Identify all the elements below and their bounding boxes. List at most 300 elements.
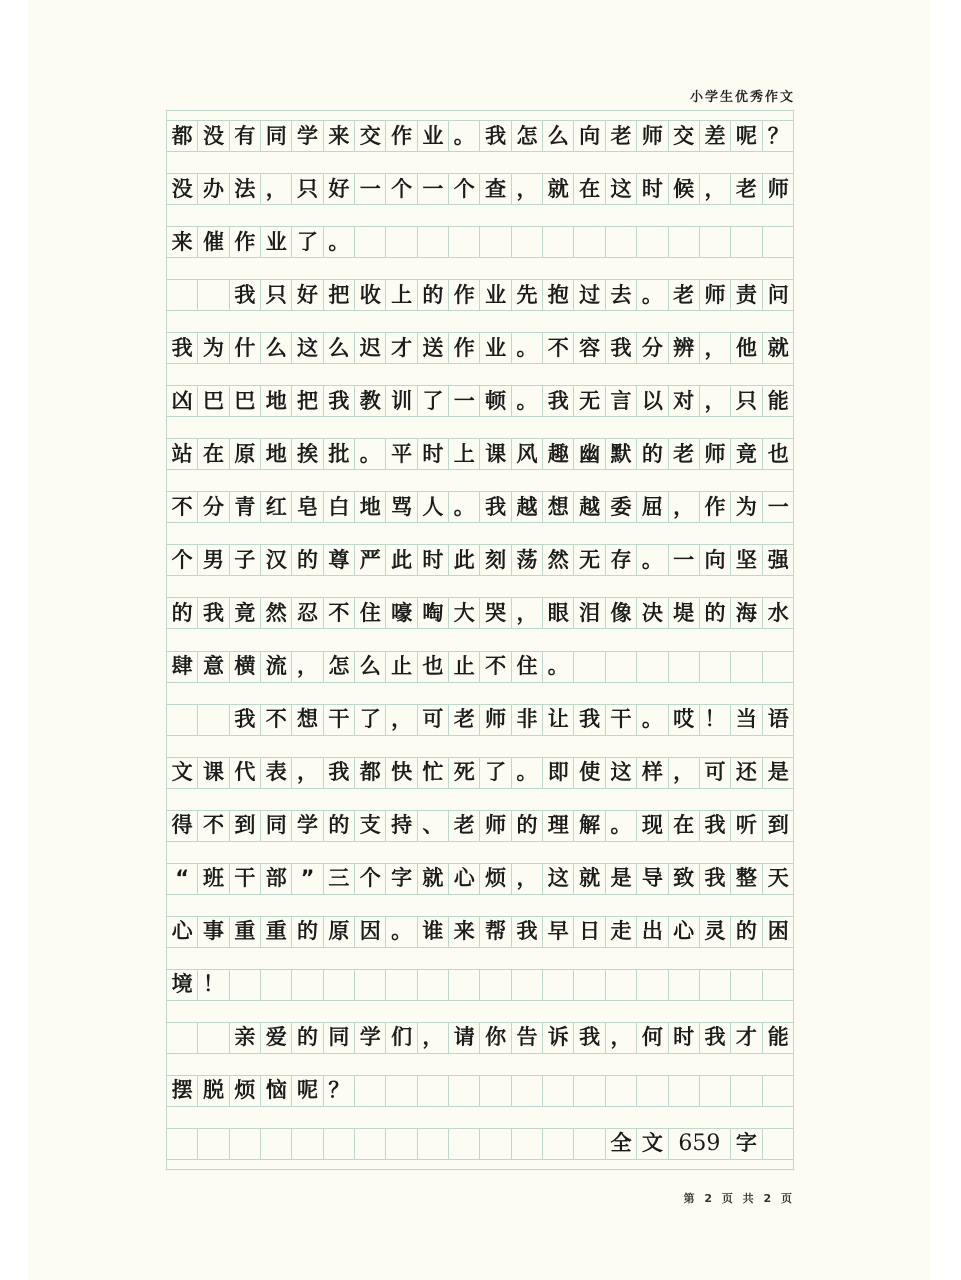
- grid-cell: 白: [324, 492, 355, 522]
- grid-cell: 三: [324, 864, 355, 894]
- grid-cell: 来: [449, 917, 480, 947]
- grid-cell: [731, 1076, 762, 1106]
- grid-cell: 师: [767, 176, 789, 201]
- grid-cell: [167, 705, 198, 735]
- grid-cell: 哎: [669, 705, 700, 735]
- grid-cell: 就: [418, 864, 449, 894]
- grid-cell: 交: [355, 121, 386, 151]
- grid-cell: 地: [261, 386, 292, 416]
- grid-cell: 是: [767, 760, 789, 785]
- grid-cell: 个: [386, 174, 417, 204]
- grid-cell: 的: [292, 917, 323, 947]
- grid-cell: 。: [449, 121, 480, 151]
- grid-cell: 对: [669, 386, 700, 416]
- grid-cell: ，: [386, 705, 417, 735]
- grid-cell: [167, 1023, 198, 1053]
- grid-cell: 非: [512, 705, 543, 735]
- grid-cell: 一: [418, 174, 449, 204]
- grid-cell: 子: [230, 545, 261, 575]
- grid-cell: 不: [543, 333, 574, 363]
- grid-cell: ！: [198, 970, 229, 1000]
- grid-row: [167, 385, 794, 417]
- grid-cell: 想: [292, 705, 323, 735]
- grid-cell: 骂: [386, 492, 417, 522]
- page-number: 第 2 页 共 2 页: [683, 1192, 795, 1205]
- grid-cell: 刻: [480, 545, 511, 575]
- writing-grid: [166, 110, 794, 1170]
- grid-cell: 严: [355, 545, 386, 575]
- grid-cell: 干: [606, 705, 637, 735]
- grid-cell: ，: [292, 652, 323, 682]
- grid-cell: ，: [669, 758, 700, 788]
- grid-cell: 催: [198, 227, 229, 257]
- grid-cell: 批: [324, 439, 355, 469]
- grid-cell: 师: [700, 439, 731, 469]
- grid-cell: 顿: [480, 386, 511, 416]
- grid-cell: 屈: [637, 492, 668, 522]
- grid-cell: 也: [767, 441, 789, 466]
- grid-cell: 横: [230, 652, 261, 682]
- grid-cell: 因: [355, 917, 386, 947]
- grid-cell: [543, 227, 574, 257]
- grid-cell: 同: [261, 121, 292, 151]
- grid-cell: 一: [669, 545, 700, 575]
- grid-cell: 脱: [198, 1076, 229, 1106]
- grid-cell: 字: [731, 1129, 762, 1159]
- grid-cell: 办: [198, 174, 229, 204]
- grid-cell: [480, 1129, 511, 1159]
- grid-cell: [574, 1129, 605, 1159]
- grid-cell: [763, 1076, 794, 1106]
- grid-cell: [198, 1129, 229, 1159]
- grid-cell: 流: [261, 652, 292, 682]
- grid-cell: 的: [700, 598, 731, 628]
- grid-cell: 巴: [230, 386, 261, 416]
- grid-cell: [198, 280, 229, 310]
- grid-cell: [731, 227, 762, 257]
- grid-cell: [167, 1129, 198, 1159]
- grid-cell: 作: [230, 227, 261, 257]
- grid-cell: 差: [700, 121, 731, 151]
- grid-cell: [355, 1129, 386, 1159]
- grid-cell: 我: [167, 333, 198, 363]
- grid-cell: 都: [355, 758, 386, 788]
- grid-cell: 时: [418, 545, 449, 575]
- grid-cell: [700, 1076, 731, 1106]
- grid-cell: 一: [767, 494, 789, 519]
- grid-cell: 都: [167, 121, 198, 151]
- grid-cell: [700, 227, 731, 257]
- grid-cell: 解: [574, 811, 605, 841]
- grid-cell: 我: [543, 386, 574, 416]
- grid-cell: 。: [355, 439, 386, 469]
- grid-cell: [637, 1076, 668, 1106]
- grid-row: [167, 597, 794, 629]
- grid-cell: 可: [418, 705, 449, 735]
- grid-cell: [700, 652, 731, 682]
- grid-cell: 个: [449, 174, 480, 204]
- grid-cell: 上: [449, 439, 480, 469]
- grid-cell: 红: [261, 492, 292, 522]
- grid-cell: 作: [386, 121, 417, 151]
- grid-cell: 重: [261, 917, 292, 947]
- grid-cell: 向: [700, 545, 731, 575]
- grid-cell: 代: [230, 758, 261, 788]
- grid-cell: ，: [512, 864, 543, 894]
- grid-cell: 站: [167, 439, 198, 469]
- grid-cell: 挨: [292, 439, 323, 469]
- grid-cell: 你: [480, 1023, 511, 1053]
- grid-cell: 收: [355, 280, 386, 310]
- grid-cell: 不: [324, 598, 355, 628]
- grid-cell: 此: [386, 545, 417, 575]
- grid-cell: [606, 652, 637, 682]
- grid-cell: 才: [386, 333, 417, 363]
- grid-cell: [198, 705, 229, 735]
- grid-cell: 在: [198, 439, 229, 469]
- grid-cell: 辨: [669, 333, 700, 363]
- grid-cell: [261, 1129, 292, 1159]
- grid-cell: 我: [480, 121, 511, 151]
- grid-cell: 致: [669, 864, 700, 894]
- grid-cell: [637, 227, 668, 257]
- grid-cell: 的: [418, 280, 449, 310]
- grid-cell: ，: [700, 174, 731, 204]
- grid-cell: 师: [637, 121, 668, 151]
- grid-cell: 像: [606, 598, 637, 628]
- grid-cell: 以: [637, 386, 668, 416]
- grid-cell: 忍: [292, 598, 323, 628]
- grid-cell: 帮: [480, 917, 511, 947]
- grid-cell: [574, 227, 605, 257]
- grid-cell: 们: [386, 1023, 417, 1053]
- grid-cell: 不: [198, 811, 229, 841]
- grid-cell: 业: [480, 333, 511, 363]
- grid-cell: 的: [167, 598, 198, 628]
- grid-cell: 过: [574, 280, 605, 310]
- grid-cell: 、: [418, 811, 449, 841]
- grid-cell: 眼: [543, 598, 574, 628]
- grid-cell: [543, 970, 574, 1000]
- grid-cell: 了: [418, 386, 449, 416]
- grid-cell: 无: [574, 545, 605, 575]
- grid-cell: [261, 970, 292, 1000]
- grid-cell: [418, 227, 449, 257]
- grid-cell: ，: [512, 598, 543, 628]
- grid-cell: 。: [637, 280, 668, 310]
- grid-cell: 忙: [418, 758, 449, 788]
- grid-cell: 就: [574, 864, 605, 894]
- grid-cell: 来: [167, 227, 198, 257]
- grid-cell: 青: [230, 492, 261, 522]
- grid-cell: 的: [731, 917, 762, 947]
- grid-row: [167, 916, 794, 948]
- grid-cell: 这: [606, 174, 637, 204]
- grid-cell: 去: [606, 280, 637, 310]
- grid-cell: 没: [198, 121, 229, 151]
- grid-cell: 亲: [230, 1023, 261, 1053]
- grid-cell: [198, 1023, 229, 1053]
- grid-cell: 查: [480, 174, 511, 204]
- grid-cell: [386, 227, 417, 257]
- grid-cell: 不: [261, 705, 292, 735]
- grid-cell: 意: [198, 652, 229, 682]
- grid-cell: ，: [606, 1023, 637, 1053]
- grid-cell: 荡: [512, 545, 543, 575]
- grid-cell: 告: [512, 1023, 543, 1053]
- grid-cell: 还: [731, 758, 762, 788]
- grid-cell: 为: [198, 333, 229, 363]
- grid-cell: 重: [230, 917, 261, 947]
- grid-cell: 原: [230, 439, 261, 469]
- grid-cell: 到: [767, 813, 789, 838]
- grid-cell: 心: [449, 864, 480, 894]
- grid-cell: 大: [449, 598, 480, 628]
- grid-cell: 摆: [167, 1076, 198, 1106]
- grid-cell: 语: [767, 707, 789, 732]
- grid-cell: 的: [637, 439, 668, 469]
- grid-cell: [543, 1129, 574, 1159]
- word-count-number: 659: [669, 1129, 732, 1159]
- grid-cell: [355, 1076, 386, 1106]
- grid-cell: 。: [606, 811, 637, 841]
- grid-cell: 快: [386, 758, 417, 788]
- grid-cell: 迟: [355, 333, 386, 363]
- grid-cell: ，: [700, 386, 731, 416]
- grid-row: [167, 173, 794, 205]
- grid-cell: 现: [637, 811, 668, 841]
- grid-cell: 默: [606, 439, 637, 469]
- grid-cell: 这: [292, 333, 323, 363]
- grid-cell: 得: [167, 811, 198, 841]
- grid-cell: 一: [355, 174, 386, 204]
- grid-cell: 即: [543, 758, 574, 788]
- grid-cell: 候: [669, 174, 700, 204]
- grid-cell: 整: [731, 864, 762, 894]
- grid-cell: [230, 970, 261, 1000]
- grid-cell: 他: [731, 333, 762, 363]
- grid-cell: 好: [292, 280, 323, 310]
- grid-cell: [731, 652, 762, 682]
- grid-row: [167, 1075, 794, 1107]
- grid-cell: [606, 1076, 637, 1106]
- grid-cell: 竟: [230, 598, 261, 628]
- grid-cell: 存: [606, 545, 637, 575]
- grid-cell: 老: [449, 811, 480, 841]
- grid-cell: 师: [700, 280, 731, 310]
- grid-cell: 我: [574, 1023, 605, 1053]
- grid-cell: 老: [449, 705, 480, 735]
- grid-row: [167, 120, 794, 152]
- grid-cell: 送: [418, 333, 449, 363]
- grid-cell: 我: [700, 864, 731, 894]
- grid-cell: “: [167, 864, 198, 894]
- grid-cell: 同: [261, 811, 292, 841]
- grid-cell: [167, 280, 198, 310]
- grid-cell: 。: [543, 652, 574, 682]
- grid-cell: 老: [669, 280, 700, 310]
- grid-cell: 部: [261, 864, 292, 894]
- grid-cell: [637, 970, 668, 1000]
- grid-cell: [669, 652, 700, 682]
- grid-cell: 此: [449, 545, 480, 575]
- grid-cell: 只: [731, 386, 762, 416]
- grid-cell: 我: [324, 758, 355, 788]
- grid-cell: 汉: [261, 545, 292, 575]
- grid-cell: 言: [606, 386, 637, 416]
- grid-cell: 一: [449, 386, 480, 416]
- grid-cell: 海: [731, 598, 762, 628]
- grid-cell: 使: [574, 758, 605, 788]
- grid-cell: [669, 970, 700, 1000]
- grid-cell: 走: [606, 917, 637, 947]
- grid-cell: 境: [167, 970, 198, 1000]
- grid-cell: 止: [386, 652, 417, 682]
- grid-cell: 怎: [324, 652, 355, 682]
- grid-cell: ”: [292, 864, 323, 894]
- grid-cell: 平: [386, 439, 417, 469]
- grid-cell: 么: [324, 333, 355, 363]
- grid-cell: 老: [731, 174, 762, 204]
- grid-cell: 支: [355, 811, 386, 841]
- grid-cell: 想: [543, 492, 574, 522]
- grid-cell: [324, 970, 355, 1000]
- grid-cell: 人: [418, 492, 449, 522]
- grid-cell: 怎: [512, 121, 543, 151]
- grid-cell: 。: [512, 758, 543, 788]
- grid-cell: [449, 1129, 480, 1159]
- grid-row: [167, 438, 794, 470]
- grid-cell: 没: [167, 174, 198, 204]
- grid-cell: 困: [767, 919, 789, 944]
- grid-cell: 。: [386, 917, 417, 947]
- grid-cell: 死: [449, 758, 480, 788]
- grid-cell: 了: [355, 705, 386, 735]
- grid-cell: [449, 970, 480, 1000]
- grid-cell: 。: [637, 705, 668, 735]
- grid-cell: 个: [167, 545, 198, 575]
- grid-cell: 字: [386, 864, 417, 894]
- grid-cell: 皂: [292, 492, 323, 522]
- grid-cell: [512, 1076, 543, 1106]
- grid-cell: [386, 1129, 417, 1159]
- grid-cell: 早: [543, 917, 574, 947]
- grid-cell: 坚: [731, 545, 762, 575]
- grid-cell: 巴: [198, 386, 229, 416]
- grid-cell: 男: [198, 545, 229, 575]
- grid-cell: ，: [418, 1023, 449, 1053]
- grid-cell: [386, 1076, 417, 1106]
- grid-cell: 导: [637, 864, 668, 894]
- grid-cell: [418, 1129, 449, 1159]
- grid-cell: 责: [731, 280, 762, 310]
- grid-cell: 堤: [669, 598, 700, 628]
- grid-cell: 日: [574, 917, 605, 947]
- grid-cell: 嚎: [386, 598, 417, 628]
- grid-cell: 为: [731, 492, 762, 522]
- grid-cell: 向: [574, 121, 605, 151]
- grid-cell: 么: [355, 652, 386, 682]
- grid-cell: 学: [292, 811, 323, 841]
- grid-cell: 呢: [731, 121, 762, 151]
- grid-row: [167, 651, 794, 683]
- grid-cell: 来: [324, 121, 355, 151]
- grid-cell: 把: [324, 280, 355, 310]
- grid-cell: [574, 970, 605, 1000]
- grid-cell: 无: [574, 386, 605, 416]
- grid-cell: 我: [606, 333, 637, 363]
- grid-cell: 这: [543, 864, 574, 894]
- grid-row: [167, 1022, 794, 1054]
- grid-cell: 才: [731, 1023, 762, 1053]
- grid-cell: [543, 1076, 574, 1106]
- grid-cell: [512, 1129, 543, 1159]
- grid-cell: ！: [700, 705, 731, 735]
- grid-cell: 尊: [324, 545, 355, 575]
- grid-cell: ？: [767, 123, 789, 148]
- grid-cell: 了: [292, 227, 323, 257]
- grid-cell: ，: [512, 174, 543, 204]
- grid-cell: 不: [480, 652, 511, 682]
- grid-cell: [669, 227, 700, 257]
- grid-cell: 决: [637, 598, 668, 628]
- grid-cell: [230, 1129, 261, 1159]
- grid-row: [167, 332, 794, 364]
- grid-cell: 我: [198, 598, 229, 628]
- grid-cell: 什: [230, 333, 261, 363]
- grid-cell: 水: [767, 600, 789, 625]
- grid-cell: 。: [637, 545, 668, 575]
- grid-cell: 我: [512, 917, 543, 947]
- grid-cell: 问: [767, 282, 789, 307]
- grid-cell: 先: [512, 280, 543, 310]
- grid-cell: [669, 1076, 700, 1106]
- grid-cell: [386, 970, 417, 1000]
- grid-cell: 能: [767, 1025, 789, 1050]
- grid-cell: 老: [669, 439, 700, 469]
- grid-cell: 班: [198, 864, 229, 894]
- grid-cell: 。: [512, 333, 543, 363]
- grid-cell: 越: [512, 492, 543, 522]
- grid-cell: 风: [512, 439, 543, 469]
- grid-cell: 有: [230, 121, 261, 151]
- grid-cell: 出: [637, 917, 668, 947]
- grid-cell: 只: [292, 174, 323, 204]
- grid-cell: 课: [480, 439, 511, 469]
- grid-cell: 诉: [543, 1023, 574, 1053]
- grid-cell: 。: [449, 492, 480, 522]
- grid-cell: 法: [230, 174, 261, 204]
- grid-cell: 时: [669, 1023, 700, 1053]
- grid-cell: 我: [480, 492, 511, 522]
- grid-cell: ，: [261, 174, 292, 204]
- grid-cell: 时: [418, 439, 449, 469]
- grid-cell: 我: [700, 811, 731, 841]
- grid-cell: 的: [292, 1023, 323, 1053]
- grid-cell: 地: [261, 439, 292, 469]
- grid-cell: 师: [480, 811, 511, 841]
- grid-cell: [700, 970, 731, 1000]
- grid-cell: [637, 652, 668, 682]
- grid-row: [167, 1128, 794, 1160]
- grid-row: [167, 810, 794, 842]
- grid-cell: 表: [261, 758, 292, 788]
- grid-cell: 的: [324, 811, 355, 841]
- grid-cell: 持: [386, 811, 417, 841]
- grid-cell: 作: [449, 333, 480, 363]
- grid-cell: 的: [292, 545, 323, 575]
- grid-cell: 么: [261, 333, 292, 363]
